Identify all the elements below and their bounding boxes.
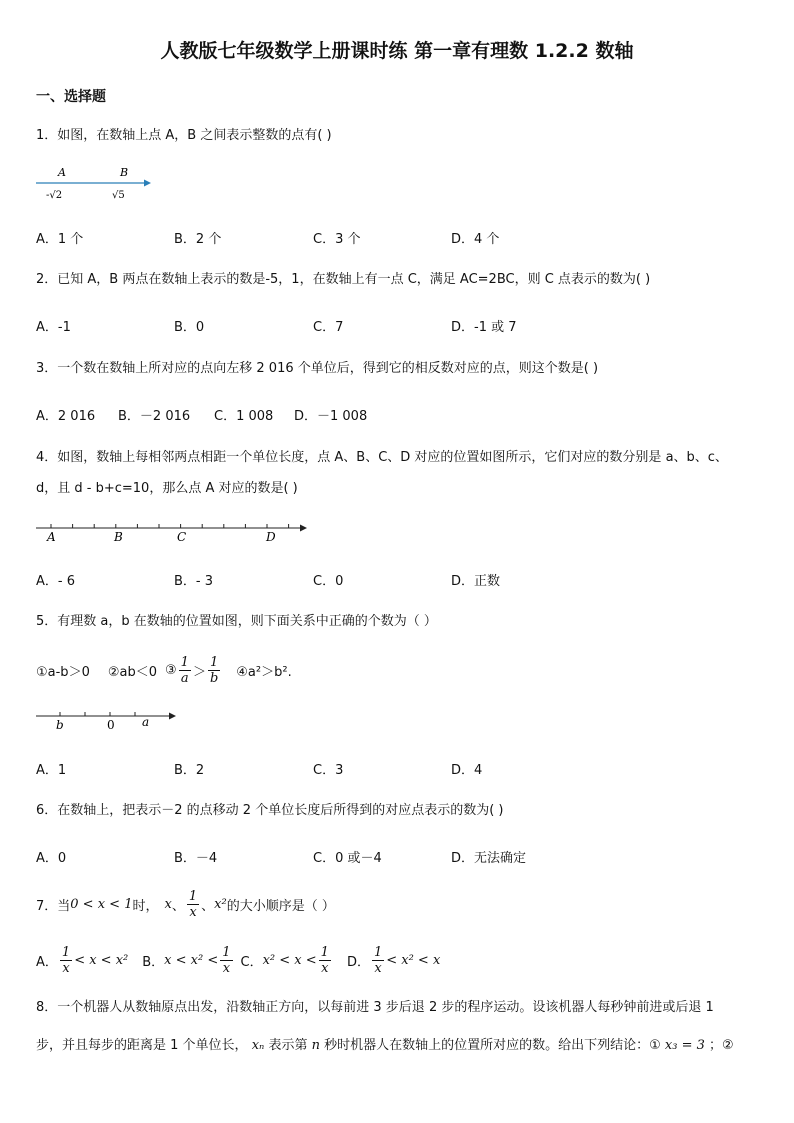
question-4-stem-line-2: d，且 d - b+c=10，那么点 A 对应的数是( ) — [36, 481, 298, 496]
q7-option-c-pre: x² < x < — [262, 952, 317, 968]
q5-label-zero: 0 — [107, 718, 115, 732]
q5-fraction-1-over-a: $\frac{1}{a}$ — [180, 654, 189, 686]
q4-label-d: D — [266, 530, 276, 544]
q4-option-b: B．- 3 — [174, 574, 214, 589]
q7-option-b-label: B． — [142, 954, 165, 970]
q1-label-b: B — [120, 166, 129, 179]
q4-option-d: D．正数 — [451, 574, 501, 589]
q2-option-b: B．0 — [174, 320, 205, 335]
q5-option-c: C．3 — [313, 763, 344, 778]
q5-fraction-1-over-b: $\frac{1}{b}$ — [209, 654, 219, 686]
q1-value-b: √5 — [112, 190, 125, 201]
q5-relation-1: ①a-b＞0 — [36, 664, 90, 680]
q7-option-a-fraction: $\frac{1}{x}$ — [61, 944, 71, 976]
q7-term-x: x — [164, 896, 172, 912]
q8-var-n: n — [311, 1038, 320, 1053]
question-2-stem: 2．已知 A，B 两点在数轴上表示的数是-5，1，在数轴上有一点 C，满足 AC=2BC，则 C 点表示的数为( ) — [36, 272, 651, 287]
q7-option-d-fraction: $\frac{1}{x}$ — [373, 944, 383, 976]
question-1-stem: 1．如图，在数轴上点 A，B 之间表示整数的点有( ) — [36, 128, 332, 143]
q7-option-b-pre: x < x² < — [164, 952, 219, 968]
q5-relation-3-prefix: ③ — [165, 662, 177, 678]
q4-ticks — [51, 524, 289, 528]
q1-label-a: A — [58, 166, 66, 179]
q7-option-c-label: C． — [240, 954, 263, 970]
q5-axis-arrow-icon — [169, 713, 176, 720]
q5-relation-3-op: ＞ — [192, 664, 206, 680]
q7-option-a-label: A． — [36, 954, 58, 970]
q1-value-a: -√2 — [46, 190, 63, 201]
q4-label-c: C — [177, 530, 187, 544]
q1-option-a: A．1 个 — [36, 232, 84, 247]
q8-x3-equation: x₃ = 3 — [664, 1038, 705, 1053]
question-5-stem: 5．有理数 a，b 在数轴的位置如图，则下面关系中正确的个数为（ ） — [36, 614, 437, 629]
q3-option-d: D．－1 008 — [294, 409, 368, 424]
q3-option-c: C．1 008 — [214, 409, 274, 424]
q8-line2-b: 表示第 — [268, 1038, 308, 1053]
q1-axis-arrow-icon — [144, 180, 151, 187]
q4-number-line-figure — [34, 516, 314, 546]
question-7-stem — [36, 884, 335, 924]
q6-option-b: B．－4 — [174, 851, 218, 866]
q7-term-x-squared: x² — [214, 896, 227, 912]
q2-option-d: D．-1 或 7 — [451, 320, 517, 335]
question-8-stem-line-2 — [36, 1038, 734, 1054]
q1-number-line-figure — [34, 162, 154, 202]
q3-option-b: B．－2 016 — [118, 409, 191, 424]
q4-option-a: A．- 6 — [36, 574, 75, 589]
q4-label-b: B — [114, 530, 123, 544]
q7-option-c-fraction: $\frac{1}{x}$ — [320, 944, 329, 976]
q7-separator-1: 、 — [171, 898, 185, 914]
question-4-stem-line-1: 4．如图，数轴上每相邻两点相距一个单位长度，点 A、B、C、D 对应的位置如图所示，它们对应的数分别是 a、b、c、 — [36, 450, 728, 465]
q7-term-reciprocal: $\frac{1}{x}$ — [188, 888, 198, 920]
q4-label-a: A — [47, 530, 56, 544]
q7-option-d-rest: < x² < x — [386, 952, 441, 968]
q1-option-b: B．2 个 — [174, 232, 222, 247]
q5-label-a: a — [142, 715, 150, 729]
q4-axis-arrow-icon — [300, 525, 307, 532]
q7-option-b-fraction: $\frac{1}{x}$ — [222, 944, 231, 976]
q7-option-d-label: D． — [346, 954, 370, 970]
q2-option-a: A．-1 — [36, 320, 71, 335]
q8-line2-a: 步，并且每步的距离是 1 个单位长， — [36, 1038, 248, 1053]
question-8-stem-line-1: 8．一个机器人从数轴原点出发，沿数轴正方向，以每前进 3 步后退 2 步的程序运动。设该机器人每秒钟前进或后退 1 — [36, 1000, 714, 1015]
q5-option-b: B．2 — [174, 763, 205, 778]
q6-option-a: A．0 — [36, 851, 67, 866]
q7-separator-2: 、 — [201, 898, 215, 914]
question-3-stem: 3．一个数在数轴上所对应的点向左移 2 016 个单位后，得到它的相反数对应的点，则这个数是( ) — [36, 361, 599, 376]
q7-options — [36, 940, 440, 980]
q8-line2-d: ；② — [709, 1038, 734, 1053]
page-title: 人教版七年级数学上册课时练 第一章有理数 1.2.2 数轴 — [160, 40, 634, 62]
q8-var-xn: xₙ — [251, 1038, 265, 1053]
q7-stem-suffix: 的大小顺序是（ ） — [226, 898, 335, 914]
q6-option-c: C．0 或－4 — [313, 851, 382, 866]
q4-option-c: C．0 — [313, 574, 344, 589]
q7-option-a-rest: < x < x² — [74, 952, 129, 968]
q7-stem-mid: 时， — [132, 898, 159, 914]
q6-option-d: D．无法确定 — [451, 851, 527, 866]
q5-relation-4: ④a²＞b². — [236, 664, 292, 680]
q5-relation-2: ②ab＜0 — [107, 664, 157, 680]
q5-option-a: A．1 — [36, 763, 67, 778]
q5-relations — [36, 652, 292, 688]
q5-ticks — [60, 712, 135, 716]
q7-stem-prefix: 7．当 — [36, 898, 71, 914]
question-6-stem: 6．在数轴上，把表示－2 的点移动 2 个单位长度后所得到的对应点表示的数为( ) — [36, 803, 504, 818]
q5-option-d: D．4 — [451, 763, 483, 778]
q5-label-b: b — [56, 718, 64, 732]
q8-line2-c: 秒时机器人在数轴上的位置所对应的数。给出下列结论：① — [324, 1038, 661, 1053]
q3-option-a: A．2 016 — [36, 409, 96, 424]
q2-option-c: C．7 — [313, 320, 344, 335]
q1-option-c: C．3 个 — [313, 232, 361, 247]
section-heading: 一、选择题 — [36, 89, 106, 105]
q5-number-line-figure — [34, 706, 184, 732]
q1-option-d: D．4 个 — [451, 232, 500, 247]
q7-condition: 0 < x < 1 — [70, 896, 133, 912]
